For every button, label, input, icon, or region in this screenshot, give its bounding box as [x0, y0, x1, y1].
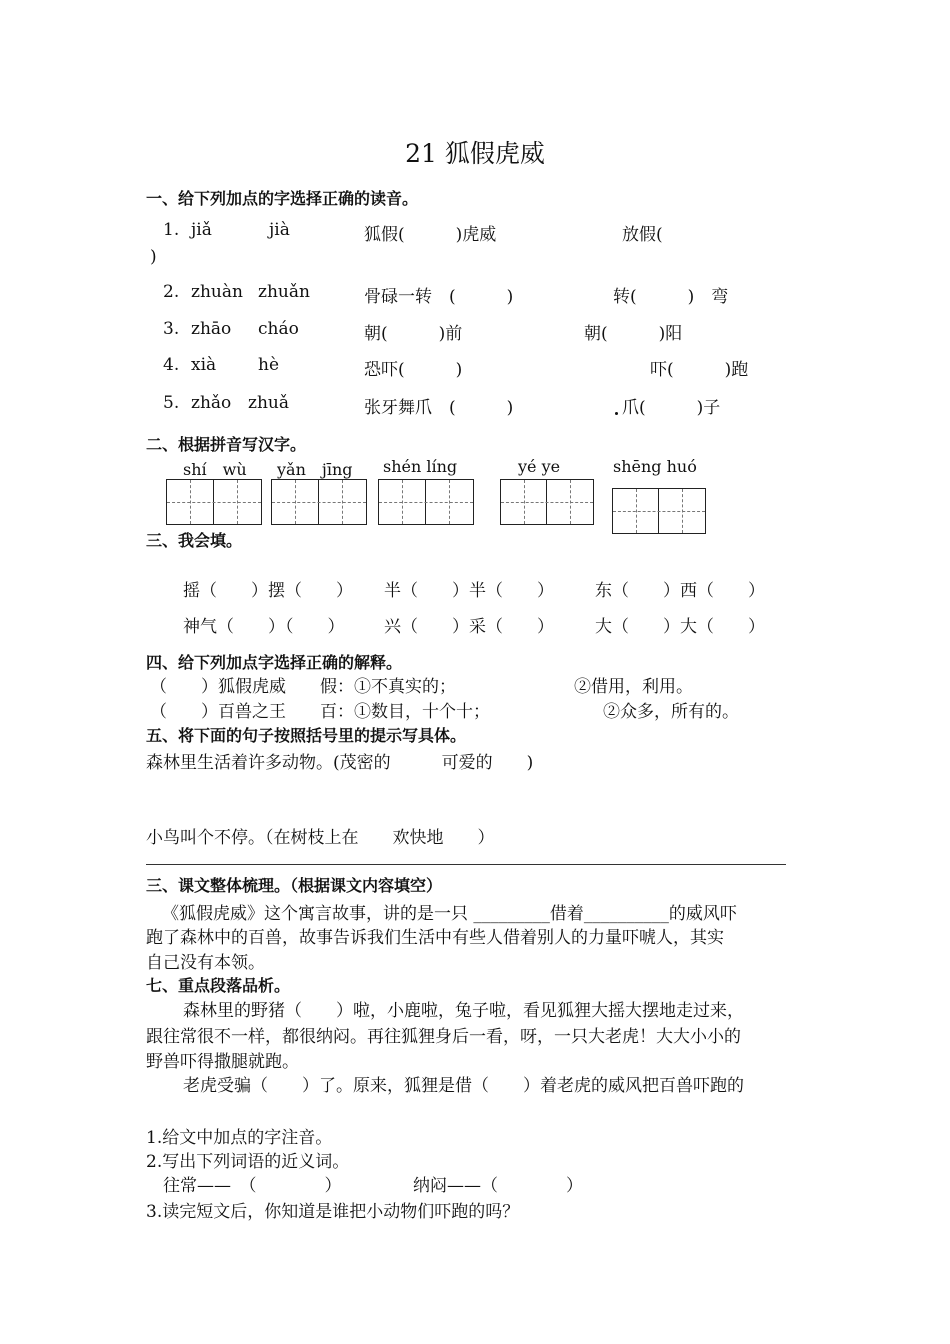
item-number: 3.: [163, 319, 180, 339]
item-number: 4.: [163, 355, 180, 375]
pinyin-option: zhuàn: [191, 282, 243, 302]
word-blank: 张牙舞爪 ( ): [364, 398, 514, 418]
pinyin-option: zhǎo: [191, 393, 232, 413]
pinyin-option: cháo: [258, 319, 299, 339]
rewrite-prompt: 小鸟叫个不停。（在树枝上在 欢快地 ）: [146, 828, 495, 848]
pinyin-label: shēng huó: [613, 457, 697, 476]
passage-line: 老虎受骗（ ）了。原来，狐狸是借（ ）着老虎的威风把百兽吓跑的: [183, 1076, 744, 1096]
section-5-heading: 五、将下面的句子按照括号里的提示写具体。: [146, 726, 467, 745]
word-blank: 狐假( )虎威: [364, 225, 497, 245]
question-line: 3.读完短文后，你知道是谁把小动物们吓跑的吗？: [146, 1202, 520, 1222]
fill-phrase: 半（ ）半（ ）: [384, 581, 554, 601]
pinyin-label: shén líng: [383, 457, 458, 476]
item-number: 5.: [163, 393, 180, 413]
pinyin-option: zhuǎn: [258, 282, 310, 302]
word-blank-cont: ): [150, 247, 157, 267]
paragraph-line: 《狐假虎威》这个寓言故事，讲的是一只 _________借着__________的威风吓: [162, 904, 737, 924]
word-blank: 转( ) 弯: [613, 287, 729, 307]
pinyin-label: yǎn jīng: [277, 460, 353, 479]
word-blank: 朝( )阳: [584, 324, 683, 344]
passage-line: 跟往常很不一样，都很纳闷。再往狐狸身后一看，呀，一只大老虎！大大小小的: [146, 1027, 741, 1047]
pinyin-option: xià: [191, 355, 217, 375]
question-line: 2.写出下列词语的近义词。: [146, 1152, 350, 1172]
word-blank: 放假(: [622, 225, 663, 245]
writing-grid[interactable]: [612, 488, 706, 534]
word-blank: 吓( )跑: [650, 360, 749, 380]
writing-grid[interactable]: [500, 479, 594, 525]
passage-line: 野兽吓得撒腿就跑。: [146, 1052, 299, 1072]
section-2-heading: 二、根据拼音写汉字。: [146, 435, 307, 454]
definition-line: （ ）狐假虎威 假：①不真实的；: [150, 677, 456, 697]
word-blank: 恐吓( ): [364, 360, 463, 380]
fill-phrase: 神气（ ）（ ）: [183, 617, 345, 637]
section-7-heading: 七、重点段落品析。: [146, 976, 291, 995]
definition-option: ②借用，利用。: [574, 677, 693, 697]
item-number: 1.: [163, 220, 180, 240]
fill-phrase: 兴（ ）采（ ）: [384, 617, 554, 637]
word-blank: 爪( )子: [622, 398, 721, 418]
emphasis-dot: [615, 412, 618, 415]
definition-line: （ ）百兽之王 百：①数目，十个十；: [150, 702, 490, 722]
pinyin-option: hè: [258, 355, 280, 375]
synonym-blank: 往常—— （ ）: [163, 1176, 342, 1196]
writing-grid[interactable]: [378, 479, 474, 525]
word-blank: 朝( )前: [364, 324, 463, 344]
passage-line: 森林里的野猪（ ）啦，小鹿啦，兔子啦，看见狐狸大摇大摆地走过来，: [183, 1001, 744, 1021]
writing-grid[interactable]: [166, 479, 262, 525]
section-1-heading: 一、给下列加点的字选择正确的读音。: [146, 189, 419, 208]
pinyin-label: shí wù: [183, 460, 247, 479]
fill-phrase: 东（ ）西（ ）: [595, 581, 765, 601]
paragraph-line: 跑了森林中的百兽，故事告诉我们生活中有些人借着别人的力量吓唬人，其实: [146, 928, 724, 948]
writing-grid[interactable]: [271, 479, 367, 525]
section-6-heading: 三、课文整体梳理。（根据课文内容填空）: [146, 876, 443, 895]
item-number: 2.: [163, 282, 180, 302]
section-4-heading: 四、给下列加点字选择正确的解释。: [146, 653, 403, 672]
rewrite-prompt: 森林里生活着许多动物。(茂密的 可爱的 ): [146, 753, 534, 773]
page-title: 21 狐假虎威: [405, 139, 545, 168]
pinyin-option: jià: [269, 220, 290, 240]
synonym-blank: 纳闷——（ ）: [413, 1176, 583, 1196]
fill-phrase: 大（ ）大（ ）: [595, 617, 765, 637]
definition-option: ②众多，所有的。: [603, 702, 739, 722]
pinyin-option: zhuǎ: [248, 393, 289, 413]
paragraph-line: 自己没有本领。: [146, 953, 265, 973]
pinyin-label: yé ye: [518, 457, 561, 476]
pinyin-option: zhāo: [191, 319, 232, 339]
answer-line[interactable]: [146, 864, 786, 865]
fill-phrase: 摇（ ）摆（ ）: [183, 581, 353, 601]
pinyin-option: jiǎ: [191, 220, 212, 240]
word-blank: 骨碌一转 ( ): [364, 287, 514, 307]
question-line: 1.给文中加点的字注音。: [146, 1128, 333, 1148]
section-3-heading: 三、我会填。: [146, 531, 243, 550]
